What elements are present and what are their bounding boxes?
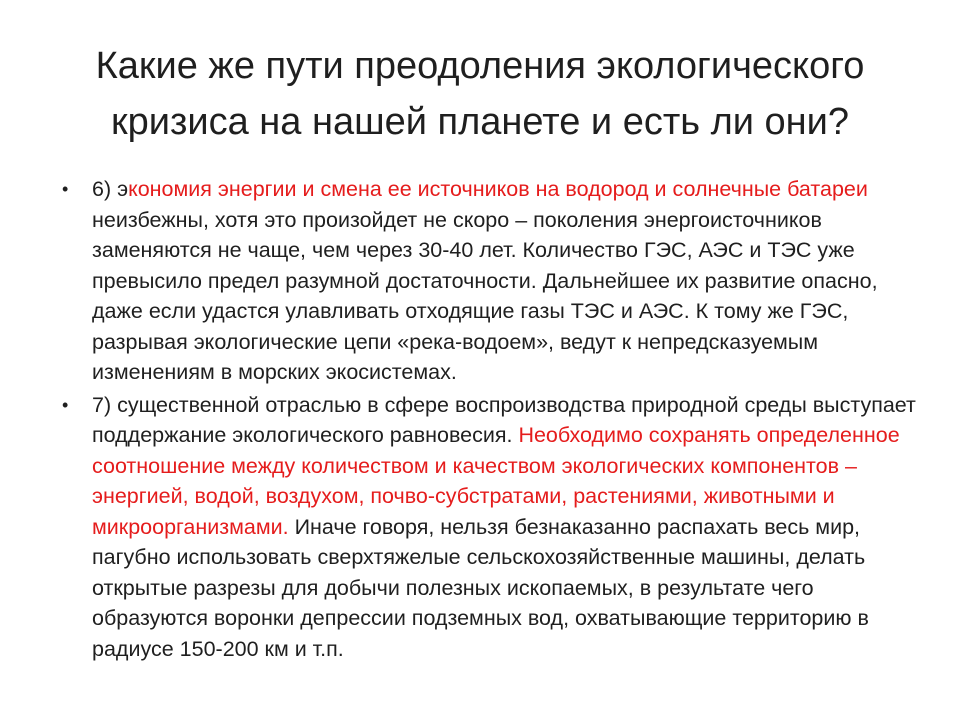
bullet-item-6 (62, 174, 922, 388)
title-line-2: кризиса на нашей планете и есть ли они? (110, 101, 850, 143)
bullet-6-body: неизбежны, хотя это произойдет не скоро – поколения энергоисточников заменяются не чаще, чем через 30-40 лет. Количество ГЭС, АЭС и ТЭС уже превысило предел разумной достаточности. Дальнейшее их развитие опасно, даже если удастся улавливать отходящие газы ТЭС и АЭС. К тому же ГЭС, разрывая экологические цепи «река-водоем», ведут к непредсказуемым изменениям в морских экосистемах. (92, 207, 878, 384)
slide-title (48, 38, 912, 150)
bullet-item-7 (62, 390, 922, 665)
bullet-6-highlight: кономия энергии и смена ее источников на водород и солнечные батареи (128, 177, 868, 201)
bullet-7-highlight: Необходимо сохранять определенное соотношение между количеством и качеством экологических компонентов – энергией, водой, воздухом, почво-субстратами, растениями, животными и микроорганизмами. (92, 423, 900, 539)
bullet-6-intro: 6) э (92, 177, 129, 201)
title-line-1: Какие же пути преодоления экологического (95, 45, 865, 87)
bullet-7-body: Иначе говоря, нельзя безнаказанно распахать весь мир, пагубно использовать сверхтяжелые сельскохозяйственные машины, делать открытые разрезы для добычи полезных ископаемых, в результате чего образуются воронки депрессии подземных вод, охватывающие территорию в радиусе 150-200 км и т.п. (92, 514, 869, 661)
bullet-7-intro: 7) существенной отраслью в сфере воспроизводства природной среды выступает поддержание экологического равновесия. (92, 392, 916, 447)
bullet-marker: • (62, 179, 69, 199)
bullet-list (62, 174, 922, 664)
bullet-marker: • (62, 394, 69, 415)
